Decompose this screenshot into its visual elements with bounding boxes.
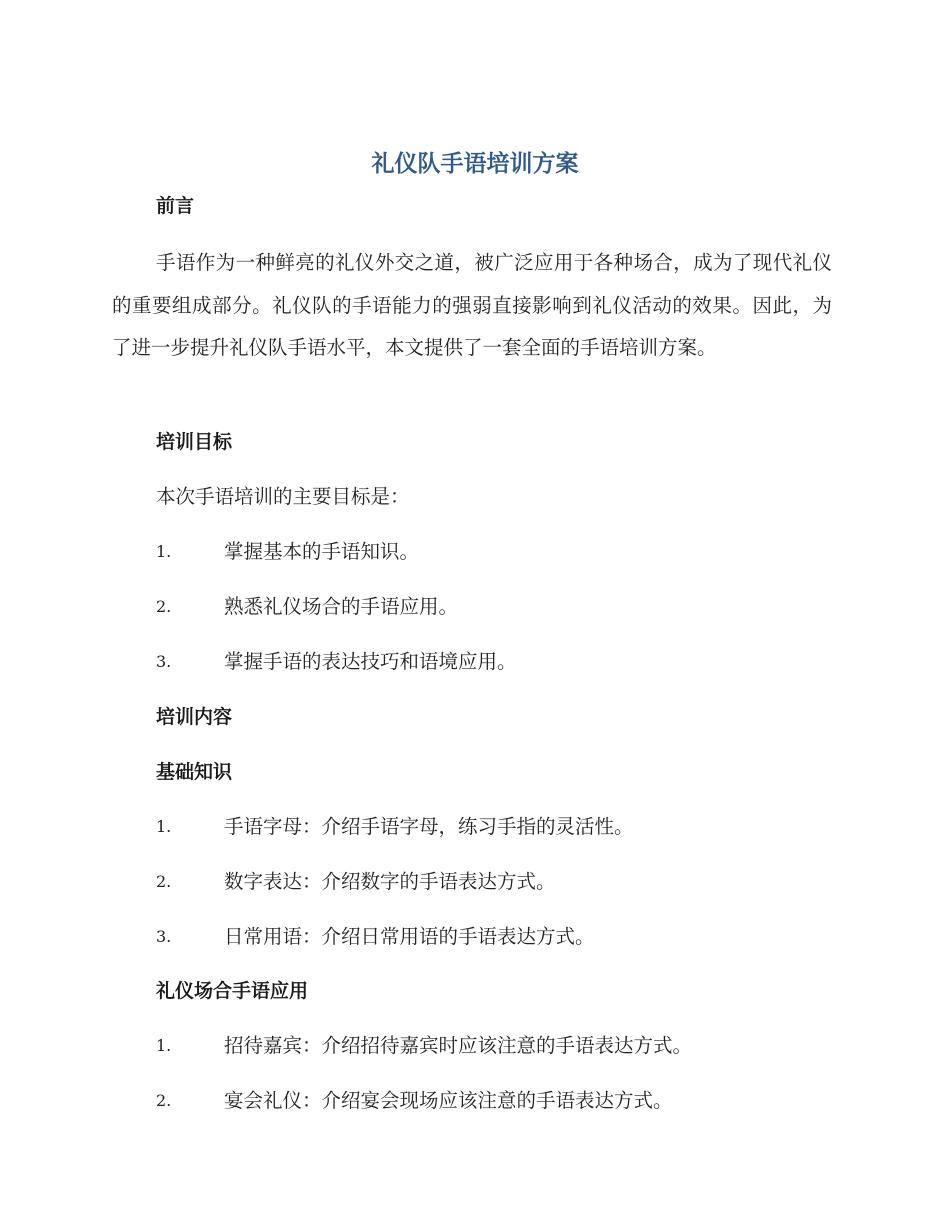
list-text: 掌握基本的手语知识。 bbox=[224, 540, 420, 563]
heading-goals: 培训目标 bbox=[156, 431, 233, 453]
list-number: 1. bbox=[156, 1036, 172, 1055]
heading-content: 培训内容 bbox=[156, 706, 233, 728]
heading-preface: 前言 bbox=[156, 195, 195, 217]
list-item bbox=[156, 922, 856, 952]
list-number: 3. bbox=[156, 927, 172, 946]
list-item bbox=[156, 1086, 856, 1116]
list-item bbox=[156, 647, 856, 677]
heading-basics: 基础知识 bbox=[156, 761, 233, 783]
list-item bbox=[156, 812, 856, 842]
list-text: 掌握手语的表达技巧和语境应用。 bbox=[224, 650, 517, 673]
preface-paragraph: 手语作为一种鲜亮的礼仪外交之道，被广泛应用于各种场合，成为了现代礼仪的重要组成部分。礼仪队的手语能力的强弱直接影响到礼仪活动的效果。因此，为了进一步提升礼仪队手语水平，本文提供了一套全面的手语培训方案。 bbox=[112, 251, 832, 359]
list-text: 熟悉礼仪场合的手语应用。 bbox=[224, 595, 459, 618]
list-number: 2. bbox=[156, 1091, 172, 1110]
list-text: 日常用语：介绍日常用语的手语表达方式。 bbox=[224, 925, 595, 948]
list-item bbox=[156, 537, 856, 567]
list-text: 手语字母：介绍手语字母，练习手指的灵活性。 bbox=[224, 815, 634, 838]
list-text: 招待嘉宾：介绍招待嘉宾时应该注意的手语表达方式。 bbox=[224, 1034, 693, 1057]
list-number: 2. bbox=[156, 872, 172, 891]
list-text: 数字表达：介绍数字的手语表达方式。 bbox=[224, 870, 556, 893]
list-text: 宴会礼仪：介绍宴会现场应该注意的手语表达方式。 bbox=[224, 1089, 673, 1112]
list-item bbox=[156, 592, 856, 622]
goals-intro: 本次手语培训的主要目标是： bbox=[156, 485, 410, 508]
list-number: 1. bbox=[156, 542, 172, 561]
list-item bbox=[156, 867, 856, 897]
document-title: 礼仪队手语培训方案 bbox=[371, 151, 579, 177]
list-number: 3. bbox=[156, 652, 172, 671]
list-item bbox=[156, 1031, 856, 1061]
heading-etiquette: 礼仪场合手语应用 bbox=[156, 980, 309, 1002]
list-number: 1. bbox=[156, 817, 172, 836]
list-number: 2. bbox=[156, 597, 172, 616]
